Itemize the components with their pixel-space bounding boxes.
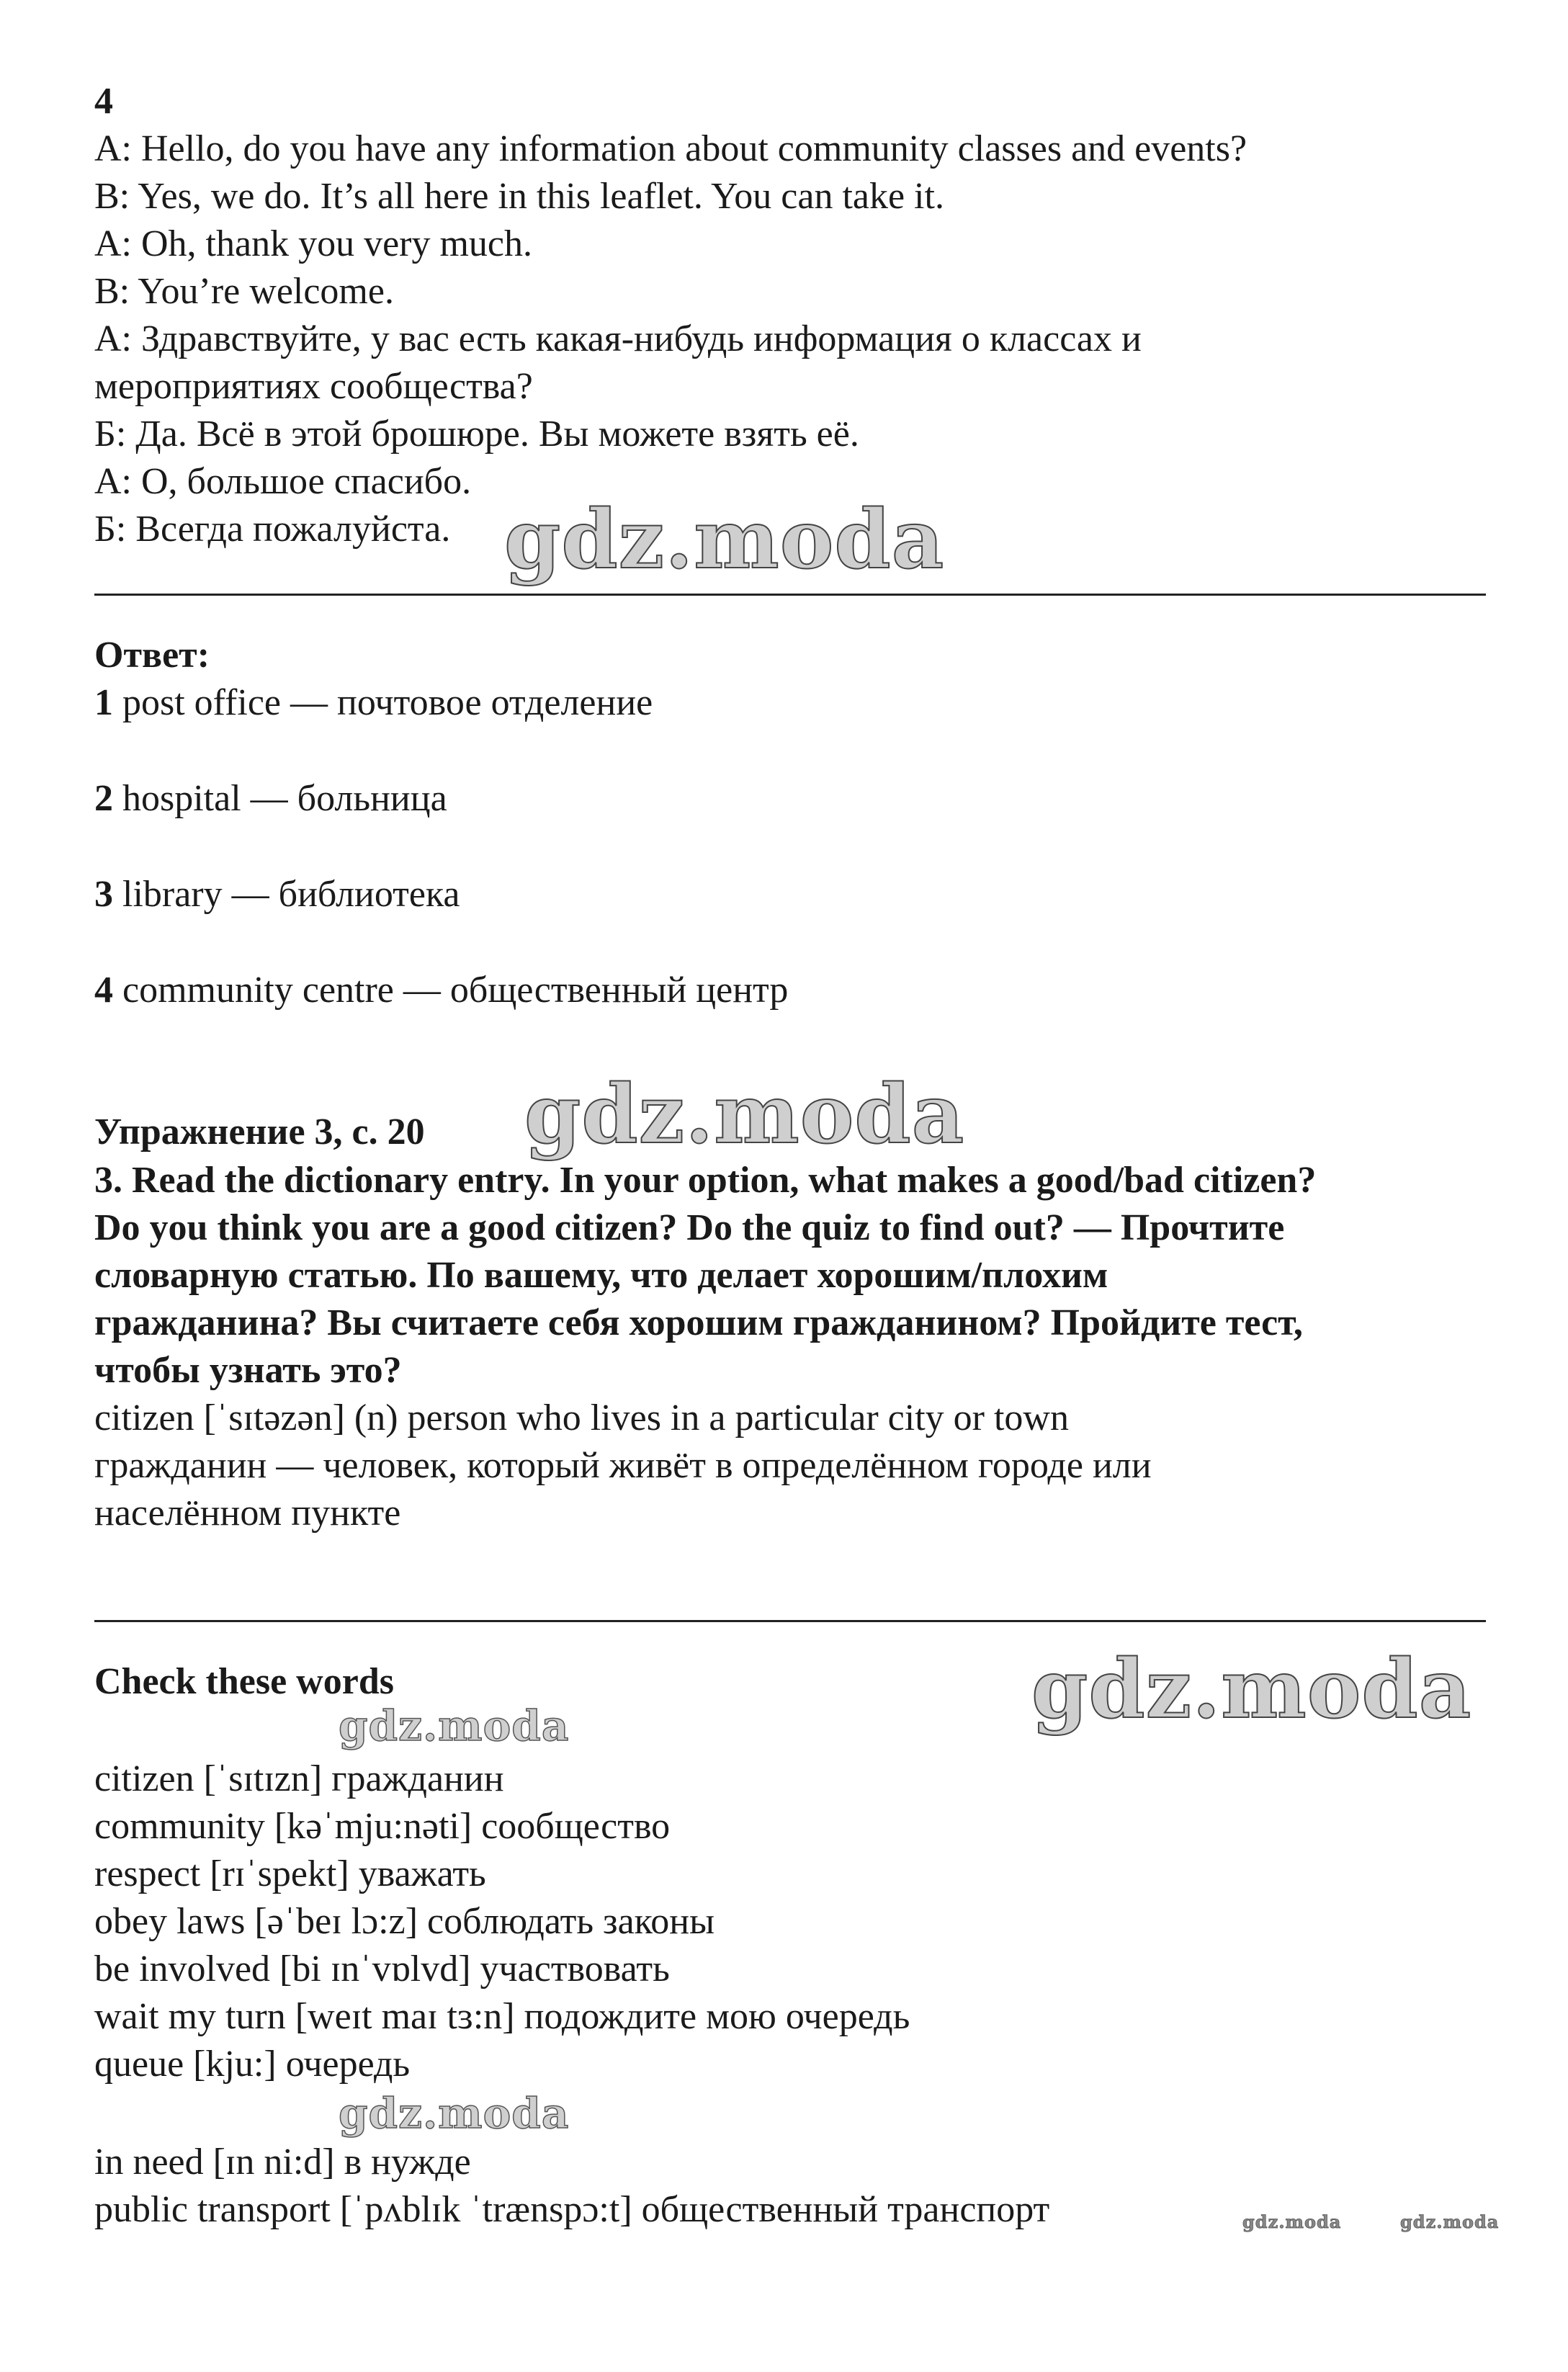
watermark-logo: gdz.moda <box>504 493 945 587</box>
answer-item-text: post office — почтовое отделение <box>113 682 653 723</box>
answer-item-number: 3 <box>94 874 113 915</box>
dialogue-line: А: Здравствуйте, у вас есть какая-нибудь информация о классах и <box>94 318 1142 359</box>
answer-item-number: 2 <box>94 778 113 819</box>
exercise-task-line: Do you think you are a good citizen? Do the quiz to find out? — Прочтите <box>94 1207 1285 1248</box>
vocab-word: queue [kju:] очередь <box>94 2044 411 2085</box>
dialogue-line: Б: Да. Всё в этой брошюре. Вы можете взять её. <box>94 413 859 455</box>
watermark-logo: gdz.moda <box>339 1701 570 1750</box>
dialogue-line: А: О, большое спасибо. <box>94 461 472 502</box>
dialogue-line: A: Oh, thank you very much. <box>94 223 533 264</box>
dialogue-line: мероприятиях сообщества? <box>94 366 533 407</box>
dictionary-entry-line: населённом пункте <box>94 1492 401 1534</box>
dialogue-line: Б: Всегда пожалуйста. <box>94 509 451 550</box>
exercise-task-line: 3. Read the dictionary entry. In your option, what makes a good/bad citizen? <box>94 1160 1317 1201</box>
answer-item <box>94 679 653 727</box>
answer-item <box>94 871 460 918</box>
watermark-logo: gdz.moda <box>524 1068 965 1162</box>
dialogue-line: A: Hello, do you have any information about community classes and events? <box>94 128 1247 169</box>
vocab-word: be involved [bi ɪnˈvɒlvd] участвовать <box>94 1948 670 1990</box>
exercise-task-line: чтобы узнать это? <box>94 1350 402 1391</box>
vocab-word: respect [rɪˈspekt] уважать <box>94 1853 486 1894</box>
section-divider <box>94 1620 1486 1622</box>
answer-item-text: community centre — общественный центр <box>113 970 789 1011</box>
vocab-word: in need [ɪn ni:d] в нужде <box>94 2141 471 2183</box>
exercise-task-line: словарную статью. По вашему, что делает хорошим/плохим <box>94 1255 1108 1296</box>
dialogue-number: 4 <box>94 81 113 122</box>
watermark-logo: gdz.moda <box>1400 2211 1500 2232</box>
answer-item <box>94 967 788 1014</box>
dictionary-entry-line: citizen [ˈsɪtəzən] (n) person who lives in a particular city or town <box>94 1397 1069 1438</box>
dictionary-entry-line: гражданин — человек, который живёт в определённом городе или <box>94 1445 1152 1486</box>
dialogue-line: B: You’re welcome. <box>94 271 394 312</box>
vocab-word: citizen [ˈsɪtɪzn] гражданин <box>94 1758 504 1799</box>
dialogue-line: B: Yes, we do. It’s all here in this leaflet. You can take it. <box>94 176 944 217</box>
answer-item-text: hospital — больница <box>113 778 447 819</box>
watermark-logo: gdz.moda <box>1031 1642 1472 1737</box>
watermark-logo: gdz.moda <box>339 2089 570 2138</box>
watermark-logo: gdz.moda <box>1242 2211 1342 2232</box>
vocab-word: wait my turn [weɪt maɪ tɜ:n] подождите мою очередь <box>94 1996 910 2037</box>
answer-item-text: library — библиотека <box>113 874 460 915</box>
exercise-task-line: гражданина? Вы считаете себя хорошим гражданином? Пройдите тест, <box>94 1302 1303 1343</box>
answer-item-number: 1 <box>94 682 113 723</box>
answer-item <box>94 775 447 823</box>
vocab-heading: Check these words <box>94 1661 394 1702</box>
answer-heading: Ответ: <box>94 635 210 676</box>
vocab-word: obey laws [əˈbeɪ lɔ:z] соблюдать законы <box>94 1901 715 1942</box>
answer-item-number: 4 <box>94 970 113 1011</box>
section-divider <box>94 594 1486 596</box>
vocab-word: community [kəˈmju:nəti] сообщество <box>94 1806 671 1847</box>
vocab-word: public transport [ˈpʌblɪk ˈtrænspɔ:t] общественный транспорт <box>94 2189 1050 2230</box>
exercise-heading: Упражнение 3, с. 20 <box>94 1111 425 1153</box>
